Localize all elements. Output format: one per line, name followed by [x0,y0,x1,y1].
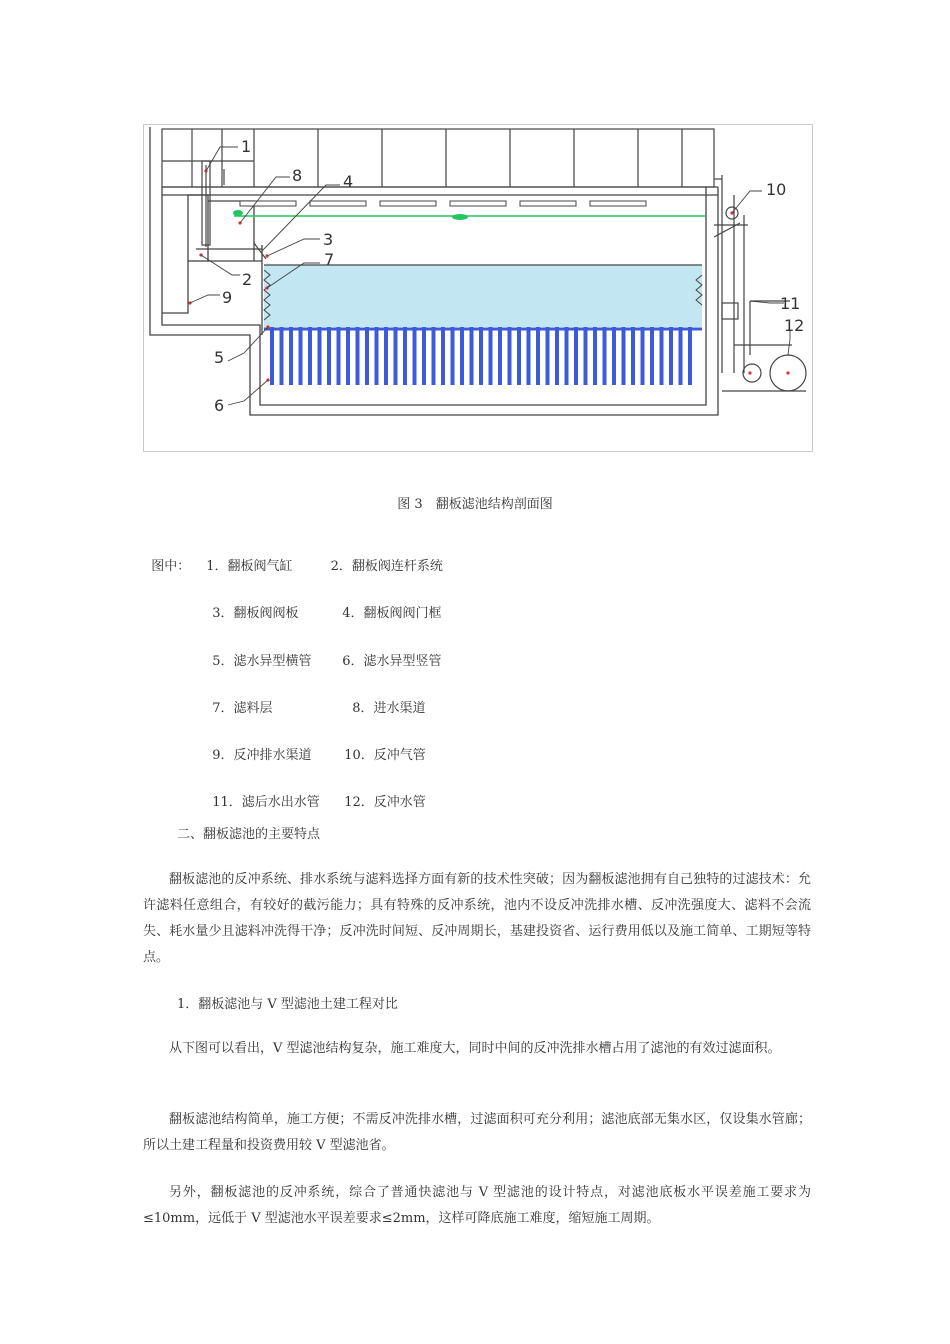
vertical-pipe [536,327,540,385]
backwash-piping [714,175,806,391]
callout-4: 4 [343,172,354,191]
legend-row-6 [204,776,426,810]
legend-item: 6．滤水异型竖管 [342,654,442,669]
vertical-pipe [546,327,550,385]
callout-12: 12 [784,316,805,335]
callout-8: 8 [292,166,303,185]
flap-valve-assembly [196,161,266,259]
callout-5: 5 [214,348,225,367]
vertical-pipe [308,327,312,385]
legend-item: 1．翻板阀气缸 [206,559,293,574]
inlet-weirs [240,201,646,206]
subheading-comparison: 1．翻板滤池与 V 型滤池土建工程对比 [177,997,398,1012]
legend-row-3 [204,635,442,669]
vertical-pipe [565,327,569,385]
vertical-pipe [394,327,398,385]
vertical-pipe [318,327,322,385]
legend-intro: 图中： [151,559,191,574]
vertical-pipe [622,327,626,385]
vertical-pipe [441,327,445,385]
legend-item: 11．滤后水出水管 [212,795,320,810]
vertical-pipe [384,327,388,385]
callout-9: 9 [222,288,233,307]
callout-10: 10 [766,180,787,199]
vertical-pipe [327,327,331,385]
figure-caption: 图 3 翻板滤池结构剖面图 [397,497,553,512]
paragraph-backwash: 另外，翻板滤池的反冲系统，综合了普通快滤池与 V 型滤池的设计特点，对滤池底板水平误差施工要求为≤10mm，远低于 V 型滤池水平误差要求≤2mm，这样可降底施工难度，缩短施工周期。 [143,1185,811,1226]
vertical-pipe [280,327,284,385]
vertical-pipe [612,327,616,385]
vertical-pipe [641,327,645,385]
vertical-pipe [470,327,474,385]
vertical-pipe [593,327,597,385]
callout-2: 2 [242,270,253,289]
vertical-pipe [375,327,379,385]
legend-item: 8．进水渠道 [352,701,426,716]
vertical-pipe [413,327,417,385]
vertical-pipe [432,327,436,385]
vertical-pipe [631,327,635,385]
filter-media-layer [264,265,702,327]
water-drop [452,214,468,220]
vertical-pipe [489,327,493,385]
vertical-pipe [660,327,664,385]
paragraph-flap-filter: 翻板滤池结构简单，施工方便；不需反冲洗排水槽，过滤面积可充分利用；滤池底部无集水区，仅设集水管廊；所以土建工程量和投资费用较 V 型滤池省。 [143,1112,811,1153]
vertical-pipe [365,327,369,385]
paragraph-v-filter: 从下图可以看出，V 型滤池结构复杂，施工难度大，同时中间的反冲洗排水槽占用了滤池的有效过滤面积。 [169,1041,781,1056]
section-heading: 二、翻板滤池的主要特点 [177,827,321,842]
vertical-pipe [356,327,360,385]
legend-row-4 [204,682,426,716]
water-drop [233,210,243,216]
callout-6: 6 [214,396,225,415]
vertical-pipe [346,327,350,385]
underdrain-pipes [270,327,692,385]
vertical-pipe [517,327,521,385]
vertical-pipe [650,327,654,385]
callout-1: 1 [241,137,252,156]
vertical-pipe [479,327,483,385]
legend-item: 9．反冲排水渠道 [212,748,312,763]
legend-item: 12．反冲水管 [344,795,426,810]
vertical-pipe [688,327,692,385]
vertical-pipe [337,327,341,385]
legend-item: 2．翻板阀连杆系统 [330,559,443,574]
legend-item: 5．滤水异型横管 [212,654,312,669]
vertical-pipe [270,327,274,385]
legend-row-2 [204,587,442,621]
vertical-pipe [422,327,426,385]
vertical-pipe [403,327,407,385]
vertical-pipe [574,327,578,385]
legend-row-1 [143,540,443,574]
vertical-pipe [584,327,588,385]
vertical-pipe [527,327,531,385]
vertical-pipe [498,327,502,385]
vertical-pipe [555,327,559,385]
legend-item: 7．滤料层 [212,701,273,716]
vertical-pipe [289,327,293,385]
paragraph-features: 翻板滤池的反冲系统、排水系统与滤料选择方面有新的技术性突破；因为翻板滤池拥有自己独特的过滤技术：允许滤料任意组合，有较好的截污能力；具有特殊的反冲系统，池内不设反冲洗排水槽、反冲洗强度大、滤料不会流失、耗水量少且滤料冲洗得干净；反冲洗时间短、反冲周期长，基建投资省、运行费用低以及施工简单、工期短等特点。 [143,872,811,965]
legend-row-5 [204,729,426,763]
vertical-pipe [669,327,673,385]
callout-11: 11 [780,294,801,313]
legend-item: 4．翻板阀阀门框 [342,606,442,621]
vertical-pipe [460,327,464,385]
vertical-pipe [679,327,683,385]
legend-item: 10．反冲气管 [344,748,426,763]
filter-diagram [144,125,814,453]
callout-7: 7 [324,250,335,269]
callout-3: 3 [323,230,334,249]
legend-item: 3．翻板阀阀板 [212,606,299,621]
vertical-pipe [508,327,512,385]
figure-filter-cross-section [143,124,813,452]
vertical-pipe [603,327,607,385]
vertical-pipe [451,327,455,385]
vertical-pipe [299,327,303,385]
